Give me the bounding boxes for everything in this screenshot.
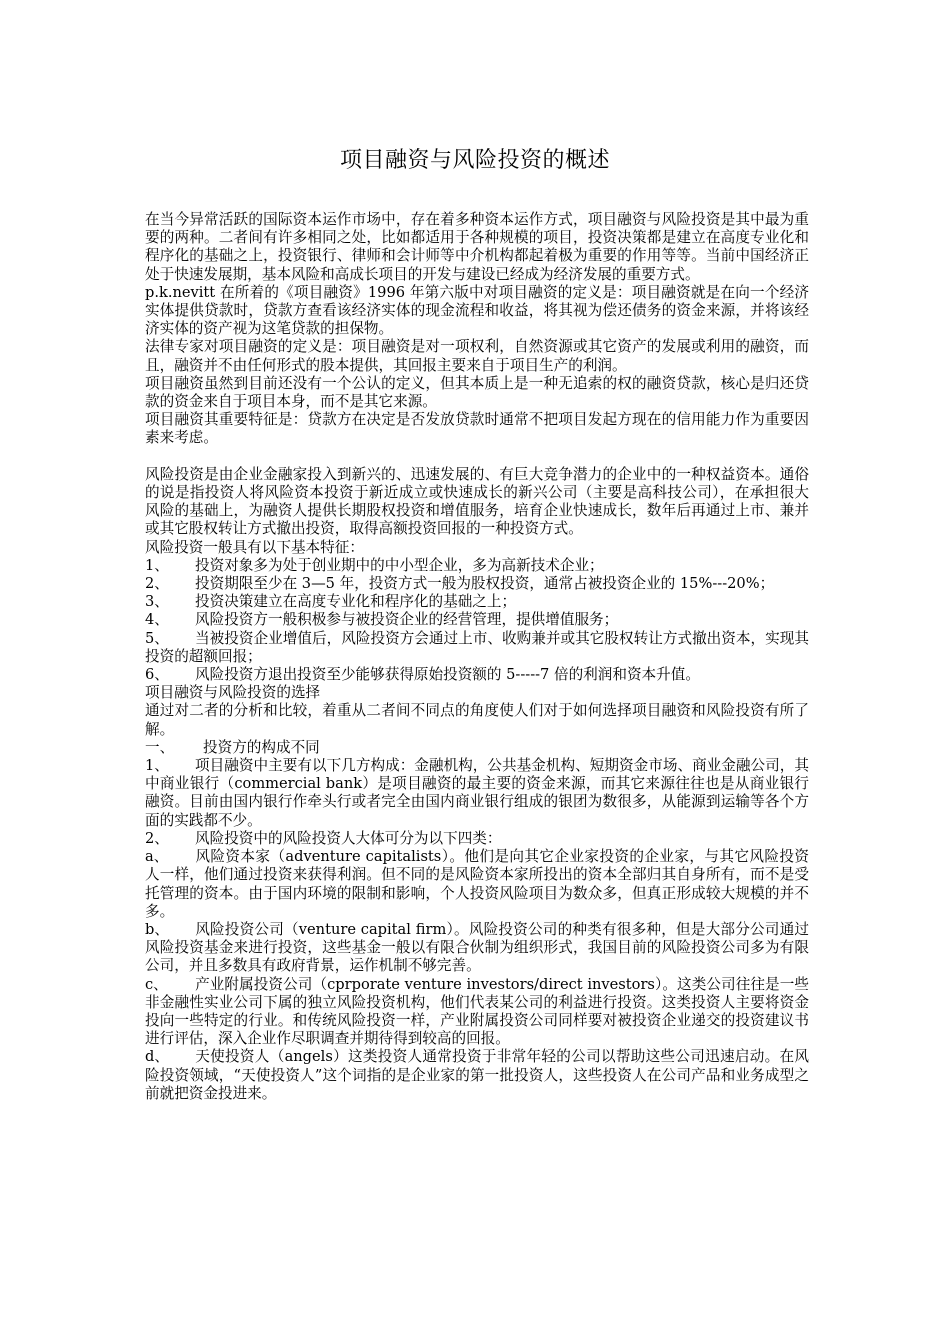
point-item (145, 757, 809, 830)
list-number: 2、 (145, 829, 169, 847)
list-number: d、 (145, 1048, 169, 1066)
list-text: 风险投资公司（venture capital firm）。风险投资公司的种类有很多种，但是大部分公司通过风险投资基金来进行投资，这些基金一般以有限合伙制为组织形式，我国目前的风险投资公司多为有限公司，并且多数具有政府背景，运作机制不够完善。 (145, 920, 809, 975)
list-text: 项目融资中主要有以下几方构成：金融机构，公共基金机构、短期资金市场、商业金融公司，其中商业银行（commercial bank）是项目融资的最主要的资金来源，而其它来源往往也是从商业银行融资。目前由国内银行作牵头行或者完全由国内商业银行组成的银团为数很多，从能源到运输等各个方面的实践都不少。 (145, 757, 809, 829)
list-number: c、 (145, 975, 168, 993)
list-text: 当被投资企业增值后，风险投资方会通过上市、收购兼并或其它股权转让方式撤出资本，实现其投资的超额回报； (145, 629, 809, 665)
investor-type-item (145, 976, 809, 1049)
paragraph-feature-intro: 风险投资一般具有以下基本特征： (145, 538, 364, 556)
list-text: 风险投资中的风险投资人大体可分为以下四类： (195, 829, 502, 847)
feature-item (145, 630, 809, 666)
list-text: 风险投资方一般积极参与被投资企业的经营管理，提供增值服务； (195, 611, 619, 629)
subsection-heading (145, 739, 809, 757)
list-text: 投资对象多为处于创业期中的中小型企业，多为高新技术企业； (195, 556, 604, 574)
feature-item (145, 575, 809, 593)
feature-item (145, 666, 809, 684)
list-number: 2、 (145, 575, 169, 593)
paragraph-venture-definition: 风险投资是由企业金融家投入到新兴的、迅速发展的、有巨大竞争潜力的企业中的一种权益资本。通俗的说是指投资人将风险资本投资于新近成立或快速成长的新兴公司（主要是高科技公司），在承担很大风险的基础上，为融资人提供长期股权投资和增值服务，培育企业快速成长，数年后再通过上市、兼并或其它股权转让方式撤出投资，取得高额投资回报的一种投资方式。 (145, 465, 809, 538)
document-title: 项目融资与风险投资的概述 (339, 148, 610, 173)
list-text: 风险资本家（adventure capitalists）。他们是向其它企业家投资的企业家，与其它风险投资人一样，他们通过投资来获得利润。但不同的是风险资本家所投出的资本全部归其自身所有，而不是受托管理的资本。由于国内环境的限制和影响，个人投资风险项目为数众多，但真正形成较大规模的并不多。 (145, 848, 809, 920)
feature-item (145, 593, 809, 611)
investor-type-item (145, 1048, 809, 1103)
list-text: 天使投资人（angels）这类投资人通常投资于非常年轻的公司以帮助这些公司迅速启动。在风险投资领域，“天使投资人”这个词指的是企业家的第一批投资人，这些投资人在公司产品和业务成型之前就把资金投进来。 (145, 1048, 809, 1102)
investor-type-item (145, 848, 809, 921)
paragraph-legal-definition: 法律专家对项目融资的定义是：项目融资是对一项权利，自然资源或其它资产的发展或利用的融资，而且，融资并不由任何形式的股本提供，其回报主要来自于项目生产的利润。 (145, 338, 809, 374)
list-number: 5、 (145, 629, 169, 647)
point-item (145, 830, 809, 848)
section-intro: 通过对二者的分析和比较，着重从二者间不同点的角度使人们对于如何选择项目融资和风险投资有所了解。 (145, 702, 809, 738)
blank-line (145, 448, 809, 466)
list-text: 投资决策建立在高度专业化和程序化的基础之上； (195, 593, 517, 611)
list-number: 1、 (145, 556, 169, 574)
list-number: 1、 (145, 757, 169, 775)
paragraph-key-feature: 项目融资其重要特征是：贷款方在决定是否发放贷款时通常不把项目发起方现在的信用能力作为重要因素来考虑。 (145, 411, 809, 447)
paragraph-nevitt-definition: p.k.nevitt 在所着的《项目融资》1996 年第六版中对项目融资的定义是：项目融资就是在向一个经济实体提供贷款时，贷款方查看该经济实体的现金流程和收益，将其视为偿还债务的资金来源，并将该经济实体的资产视为这笔贷款的担保物。 (145, 283, 809, 338)
list-number: 6、 (145, 666, 169, 684)
list-number: 3、 (145, 593, 169, 611)
feature-item (145, 557, 809, 575)
list-number: 一、 (145, 738, 175, 756)
list-text: 产业附属投资公司（cprporate venture investors/direct investors）。这类公司往往是一些非金融性实业公司下属的独立风险投资机构，他们代表某公司的利益进行投资。这类投资人主要将资金投向一些特定的行业。和传统风险投资一样，产业附属投资公司同样要对被投资企业递交的投资建议书进行评估，深入企业作尽职调查并期待得到较高的回报。 (145, 975, 809, 1048)
investor-type-item (145, 921, 809, 976)
section-heading: 项目融资与风险投资的选择 (145, 684, 321, 702)
paragraph-intro: 在当今异常活跃的国际资本运作市场中，存在着多种资本运作方式，项目融资与风险投资是其中最为重要的两种。二者间有许多相同之处，比如都适用于各种规模的项目，投资决策都是建立在高度专业化和程序化的基础之上，投资银行、律师和会计师等中介机构都起着极为重要的作用等等。当前中国经济正处于快速发展期，基本风险和高成长项目的开发与建设已经成为经济发展的重要方式。 (145, 211, 809, 283)
list-text: 风险投资方退出投资至少能够获得原始投资额的 5-----7 倍的利润和资本升值。 (195, 666, 700, 684)
list-number: 4、 (145, 611, 169, 629)
document-body (145, 211, 809, 1103)
list-number: a、 (145, 848, 169, 866)
paragraph-essence: 项目融资虽然到目前还没有一个公认的定义，但其本质上是一种无追索的权的融资贷款，核心是归还贷款的资金来自于项目本身，而不是其它来源。 (145, 374, 809, 411)
list-text: 投资期限至少在 3—5 年，投资方式一般为股权投资，通常占被投资企业的 15%---20%； (195, 575, 775, 593)
list-number: b、 (145, 920, 169, 938)
list-text: 投资方的构成不同 (203, 738, 320, 756)
feature-item (145, 611, 809, 629)
